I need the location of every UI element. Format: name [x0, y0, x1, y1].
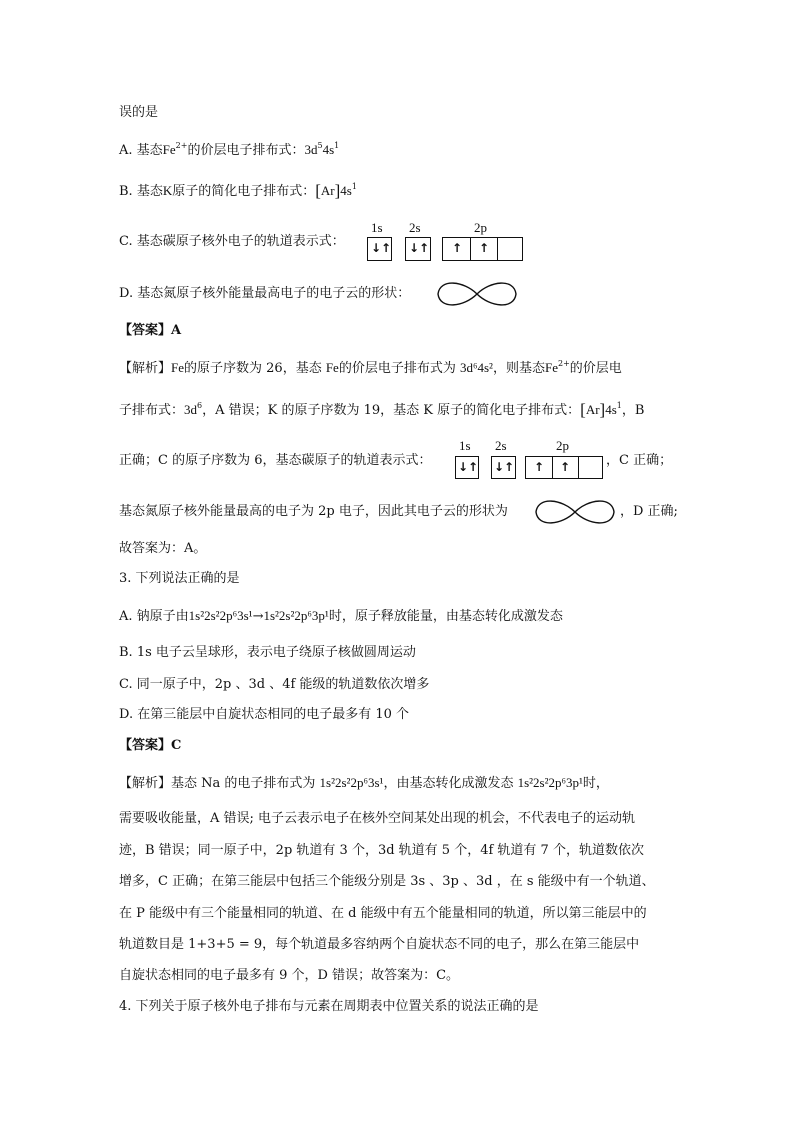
option-d: D. 基态氮原子核外能量最高电子的电子云的形状：	[119, 286, 411, 301]
explanation-q2-line4-tail: ，D 正确;	[620, 504, 678, 519]
orbital-box-2s: ↓↑	[405, 237, 431, 261]
option-a: A. 基态$Fe^{2+}$的价层电子排布式：$3d^54s^1$	[119, 141, 340, 158]
dumbbell-orbital-shape	[434, 276, 520, 312]
explanation-q3-line6: 轨道数目是 1+3+5 = 9，每个轨道最多容纳两个自旋状态不同的电子，那么在第三能层中	[119, 937, 640, 952]
orbital-label-1s: 1s	[371, 220, 383, 235]
explanation-q3-line5: 在 P 能级中有三个能量相同的轨道、在 d 能级中有五个能量相同的轨道，所以第三能层中的	[119, 906, 647, 921]
orbital-box-2s: ↓↑	[491, 456, 516, 479]
orbital-label-2p: 2p	[474, 220, 487, 235]
answer-q3: 【答案】C	[119, 738, 182, 753]
q3-option-d: D. 在第三能层中自旋状态相同的电子最多有 10 个	[119, 707, 410, 722]
question-3-stem: 3. 下列说法正确的是	[119, 571, 240, 586]
explanation-q2-line4: 基态氮原子核外能量最高的电子为 2p 电子，因此其电子云的形状为	[119, 504, 508, 519]
orbital-box-2p: ↑ ↑	[525, 456, 603, 479]
orbital-box-2p: ↑ ↑	[442, 237, 523, 261]
explanation-q2-line2: 子排布式：$3d^6$，A 错误；K 的原子序数为 19，基态 K 原子的简化电子排布式：$[Ar]4s^1$，B	[119, 400, 645, 419]
explanation-q3-line4: 增多，C 正确；在第三能层中包括三个能级分别是 3s 、3p 、3d ，在 s 能级中有一个轨道、	[119, 874, 655, 889]
question-4-stem: 4. 下列关于原子核外电子排布与元素在周期表中位置关系的说法正确的是	[119, 999, 539, 1014]
explanation-q3-line1: 【解析】基态 Na 的电子排布式为 1s²2s²2p⁶3s¹，由基态转化成激发态 1s²2s²2p⁶3p¹时，	[119, 775, 609, 791]
explanation-q3-line7: 自旋状态相同的电子最多有 9 个，D 错误；故答案为：C。	[119, 968, 460, 983]
explanation-q2-line3-tail: ，C 正确；	[606, 453, 673, 468]
orbital-label-2s: 2s	[409, 220, 421, 235]
explanation-q2-line3: 正确；C 的原子序数为 6，基态碳原子的轨道表示式：	[119, 453, 432, 468]
orbital-box-1s: ↓↑	[367, 237, 392, 261]
explanation-q3-line2: 需要吸收能量，A 错误; 电子云表示电子在核外空间某处出现的机会，不代表电子的运动轨	[119, 811, 636, 826]
question-stem-tail: 误的是	[119, 105, 159, 120]
explanation-q2-line5: 故答案为：A。	[119, 541, 207, 556]
explanation-q2-line1: 【解析】Fe的原子序数为 26，基态 Fe的价层电子排布式为 3d⁶4s²，则基态$Fe^{2+}$的价层电	[119, 359, 622, 376]
q3-option-b: B. 1s 电子云呈球形，表示电子绕原子核做圆周运动	[119, 645, 416, 660]
answer-q2: 【答案】A	[119, 323, 182, 338]
q3-option-a: A. 钠原子由1s²2s²2p⁶3s¹→1s²2s²2p⁶3p¹时，原子释放能量，由基态转化成激发态	[119, 608, 563, 624]
q3-option-c: C. 同一原子中，2p 、3d 、4f 能级的轨道数依次增多	[119, 677, 430, 692]
orbital-diagram-explanation: 1s 2s 2p ↓↑ ↓↑ ↑ ↑	[452, 438, 612, 482]
dumbbell-orbital-shape-explanation	[532, 494, 618, 530]
explanation-q3-line3: 迹，B 错误；同一原子中，2p 轨道有 3 个，3d 轨道有 5 个，4f 轨道有 7 个，轨道数依次	[119, 843, 644, 858]
orbital-diagram	[364, 220, 534, 264]
option-b: B. 基态K原子的简化电子排布式：$[Ar]4s^1$	[119, 181, 357, 200]
option-c: C. 基态碳原子核外电子的轨道表示式：	[119, 234, 345, 249]
orbital-box-1s: ↓↑	[455, 456, 479, 479]
